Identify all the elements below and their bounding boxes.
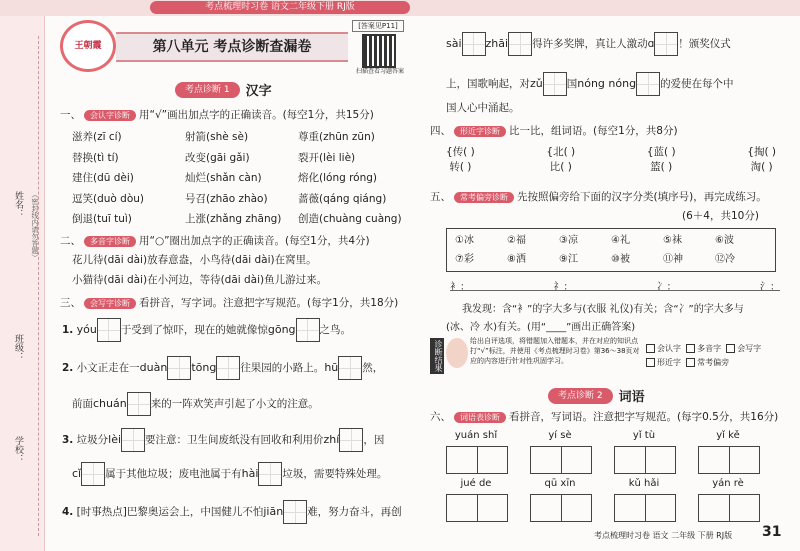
diag2-tag: 考点诊断 2 xyxy=(548,388,613,404)
q5-heading: 五、 常考偏旁诊断 先按照偏旁给下面的汉字分类(填序号)，再完成练习。 xyxy=(430,191,767,203)
q4-pair: {传( ) 转( ) xyxy=(446,146,475,173)
reading-choice[interactable]: 尊重(zhūn zūn) xyxy=(298,131,375,143)
diag1-tag: 考点诊断 1 xyxy=(175,82,240,98)
child-icon xyxy=(446,338,468,368)
reading-choice[interactable]: 号召(zhāo zhào) xyxy=(185,192,268,205)
q3-item-1: 1. yóu 于受到了惊吓，现在的她就像惊gōng 之鸟。 xyxy=(62,318,351,342)
q5-char: ⑧洒 xyxy=(507,254,526,265)
write-box[interactable] xyxy=(508,32,532,56)
diagnosis-options xyxy=(646,342,776,370)
q5-char: ④礼 xyxy=(611,235,630,246)
q3-continued-3: 国人心中涌起。 xyxy=(446,102,520,114)
word-pinyin: yǐ tù xyxy=(632,430,656,441)
q4-tag: 形近字诊断 xyxy=(454,126,506,137)
q2-tag: 多音字诊断 xyxy=(84,236,136,247)
diagnosis-label: 诊断结果 xyxy=(430,338,444,374)
write-box[interactable] xyxy=(81,462,105,486)
q5-char: ⑪神 xyxy=(663,254,683,265)
word-write-box[interactable] xyxy=(614,446,676,474)
word-pinyin: yǐ kě xyxy=(716,430,740,441)
q1-table xyxy=(72,127,412,230)
q5-group: 冫： xyxy=(656,282,677,293)
school-label: 学校： xyxy=(13,436,23,463)
q3-continued-2: 上，国歌响起，对zǔ 国nóng nóng 的爱使在每个中 xyxy=(446,72,734,96)
q5-answer-line xyxy=(450,290,780,291)
word-pinyin: kǔ hǎi xyxy=(628,478,660,489)
q5-char: ②福 xyxy=(507,235,526,246)
q3-item-4: 4. [时事热点]巴黎奥运会上，中国健儿不怕jiān 难，努力奋斗，再创 xyxy=(62,500,402,524)
q3-item-2: 2. 小文正走在一duàn tōng 往果园的小路上。hū 然， xyxy=(62,356,383,380)
reading-choice[interactable]: 建住(dū dèi) xyxy=(72,172,134,184)
write-box[interactable] xyxy=(167,356,191,380)
q2-heading: 二、 多音字诊断 用“○”圈出加点字的正确读音。(每空1分，共4分) xyxy=(60,235,370,247)
q2-line-2: 小猫待(dāi dài)在小河边，等待(dāi dài)鱼儿游过来。 xyxy=(72,274,328,286)
q1-row xyxy=(72,127,412,148)
option-checkbox[interactable]: 会认字 xyxy=(646,344,681,353)
write-box[interactable] xyxy=(462,32,486,56)
word-write-box[interactable] xyxy=(446,446,508,474)
q3-item-3b: cǐ 属于其他垃圾；废电池属于有hài 垃圾，需要特殊处理。 xyxy=(72,462,387,486)
q5-char-box xyxy=(446,228,776,272)
q4-pair: {北( ) 比( ) xyxy=(546,146,576,173)
qr-code-icon[interactable] xyxy=(362,34,396,68)
q5-note-2: (冰、冷 水)有关。(用“____”画出正确答案) xyxy=(446,322,636,333)
diagnosis-text: 给出自评选项，将错题加入错题本，并在对应的知识点打“√”标注，并使用《考点梳理时习卷》第36～38页对应的内容进行针对性巩固学习。 xyxy=(470,337,640,365)
q5-tag: 常考偏旁诊断 xyxy=(454,192,514,203)
reading-choice[interactable]: 蔷薇(qáng qiáng) xyxy=(298,192,387,205)
option-checkbox[interactable]: 常考偏旁 xyxy=(686,358,729,367)
q3-item-3: 3. 垃圾分lèi 要注意：卫生间废纸没有回收和利用价zhí ，因 xyxy=(62,428,384,452)
option-checkbox[interactable]: 形近字 xyxy=(646,358,681,367)
q5-char: ③凉 xyxy=(559,235,578,246)
publisher-logo: 王朝霞 xyxy=(60,20,116,72)
q2-line-1: 花儿待(dāi dài)放春意盎，小鸟待(dāi dài)在窝里。 xyxy=(72,254,317,266)
q5-note-1: 我发现：含“衤”的字大多与(衣服 礼仪)有关；含“冫”的字大多与 xyxy=(462,304,744,315)
write-box[interactable] xyxy=(654,32,678,56)
reading-choice[interactable]: 改变(gāi gǎi) xyxy=(185,151,250,164)
q1-row xyxy=(72,148,412,169)
diag1-name: 汉字 xyxy=(245,84,272,99)
diag2-name: 词语 xyxy=(618,390,645,405)
q5-group: 礻： xyxy=(553,282,574,293)
q3-item-2b: 前面chuán 来的一阵欢笑声引起了小文的注意。 xyxy=(72,392,319,416)
q3-continued-1: sài zhāi 得许多奖牌，真让人激动ɑ ！颁奖仪式 xyxy=(446,32,731,56)
write-box[interactable] xyxy=(258,462,282,486)
word-pinyin: yuán shǐ xyxy=(454,430,498,441)
q1-row xyxy=(72,168,412,189)
option-checkbox[interactable]: 会写字 xyxy=(726,344,761,353)
q4-heading: 四、 形近字诊断 比一比，组词语。(每空1分，共8分) xyxy=(430,125,678,137)
q5-group: 氵： xyxy=(759,282,780,293)
word-write-box[interactable] xyxy=(530,446,592,474)
qr-caption: 扫描查看习题答案 xyxy=(355,68,404,75)
word-write-box[interactable] xyxy=(446,494,508,522)
write-box[interactable] xyxy=(121,428,145,452)
answer-reference: [答案见P11] xyxy=(352,20,404,32)
reading-choice[interactable]: 裂开(lèi liè) xyxy=(298,151,356,164)
q3-tag: 会写字诊断 xyxy=(84,298,136,309)
q5-char: ⑨江 xyxy=(559,254,578,265)
q1-tag: 会认字诊断 xyxy=(84,110,136,121)
q5-char: ⑤袜 xyxy=(663,235,682,246)
reading-choice[interactable]: 创造(chuàng cuàng) xyxy=(298,213,402,225)
q5-char: ⑩被 xyxy=(611,254,630,265)
q5-char: ⑥波 xyxy=(715,235,734,246)
reading-choice[interactable]: 上涨(zhǎng zhāng) xyxy=(185,213,282,225)
q4-pair: {掏( ) 淘( ) xyxy=(747,146,776,173)
word-pinyin: yí sè xyxy=(548,430,572,441)
q1-heading: 一、 会认字诊断 用“√”画出加点字的正确读音。(每空1分，共15分) xyxy=(60,109,374,121)
word-write-box[interactable] xyxy=(614,494,676,522)
q5-group: 衤： xyxy=(450,282,470,293)
top-banner: 考点梳理时习卷 语文二年级下册 RJ版 xyxy=(150,1,410,14)
q5-char: ⑫冷 xyxy=(715,254,735,265)
write-box[interactable] xyxy=(636,72,660,96)
reading-choice[interactable]: 熔化(lóng róng) xyxy=(298,172,378,184)
binding-spine xyxy=(0,16,45,551)
q3-heading: 三、 会写字诊断 看拼音，写字词。注意把字写规范。(每字1分，共18分) xyxy=(60,297,399,309)
q6-tag: 词语表诊断 xyxy=(454,412,506,423)
reading-choice[interactable]: 滋养(zī cí) xyxy=(72,131,122,143)
page-title: 第八单元 考点诊断查漏卷 xyxy=(152,39,312,55)
q5-score: (6＋4，共10分) xyxy=(682,210,759,222)
reading-choice[interactable]: 倒退(tuī tuì) xyxy=(72,213,132,225)
reading-choice[interactable]: 替换(tì tí) xyxy=(72,151,119,164)
write-box[interactable] xyxy=(283,500,307,524)
word-pinyin: yán rè xyxy=(712,478,744,489)
write-box[interactable] xyxy=(339,428,363,452)
q4-pair: {蓝( ) 篮( ) xyxy=(646,146,676,173)
word-pinyin: qū xīn xyxy=(544,478,576,489)
write-box[interactable] xyxy=(97,318,121,342)
page-number: 31 xyxy=(762,524,782,540)
diag1-header xyxy=(175,80,272,99)
write-box[interactable] xyxy=(338,356,362,380)
write-box[interactable] xyxy=(543,72,567,96)
word-write-box[interactable] xyxy=(698,446,760,474)
diag2-header xyxy=(548,386,645,405)
q5-char: ⑦彩 xyxy=(455,254,474,265)
q6-heading: 六、 词语表诊断 看拼音，写词语。注意把字写规范。(每字0.5分，共16分) xyxy=(430,411,779,423)
option-checkbox[interactable]: 多音字 xyxy=(686,344,721,353)
q4-pairs xyxy=(446,144,776,174)
word-write-box[interactable] xyxy=(698,494,760,522)
word-pinyin: jué de xyxy=(460,478,492,489)
seal-note: （密封线内请勿答题） xyxy=(31,191,39,261)
reading-choice[interactable]: 逗笑(duò dòu) xyxy=(72,192,145,205)
word-write-box[interactable] xyxy=(530,494,592,522)
q5-char: ①冰 xyxy=(455,235,474,246)
reading-choice[interactable]: 灿烂(shǎn càn) xyxy=(185,172,262,184)
footer-text: 考点梳理时习卷 语文 二年级 下册 RJ版 xyxy=(594,531,733,540)
name-label: 姓名： xyxy=(13,191,23,218)
write-box[interactable] xyxy=(296,318,320,342)
write-box[interactable] xyxy=(216,356,240,380)
q1-row xyxy=(72,189,412,210)
write-box[interactable] xyxy=(127,392,151,416)
title-bar xyxy=(116,32,348,62)
reading-choice[interactable]: 射箭(shè sè) xyxy=(185,131,249,143)
seal-line xyxy=(38,36,39,536)
class-label: 班级： xyxy=(13,334,23,361)
q1-row xyxy=(72,209,412,230)
